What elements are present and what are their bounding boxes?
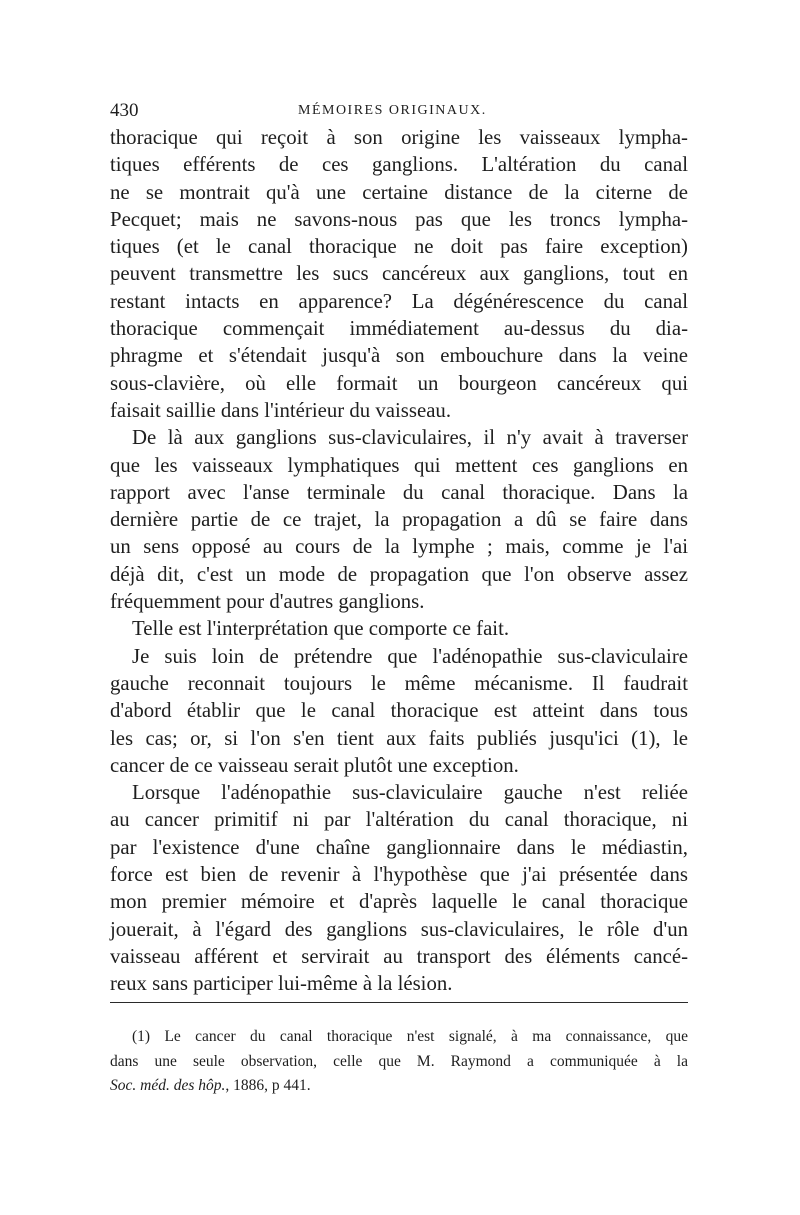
footnote-line: dans une seule observation, celle que M. Raymond a communiquée à la [110, 1052, 688, 1070]
footnote-citation: , 1886, p 441. [225, 1077, 311, 1094]
text-line: fréquemment pour d'autres ganglions. [110, 590, 425, 614]
footnote-journal-name: Soc. méd. des hôp. [110, 1077, 226, 1094]
text-line: dernière partie de ce trajet, la propagation a dû se faire dans [110, 508, 688, 532]
footnote-line: (1) Le cancer du canal thoracique n'est signalé, à ma connaissance, que [132, 1028, 688, 1045]
text-line: Telle est l'interprétation que comporte ce fait. [132, 617, 510, 641]
text-line: thoracique commençait immédiatement au-dessus du dia- [110, 317, 688, 341]
text-line: phragme et s'étendait jusqu'à son embouchure dans la veine [110, 344, 688, 368]
text-line: reux sans participer lui-même à la lésion. [110, 972, 453, 996]
footnote [110, 1025, 688, 1099]
text-line: cancer de ce vaisseau serait plutôt une exception. [110, 753, 519, 777]
text-line: que les vaisseaux lymphatiques qui mettent ces ganglions en [110, 453, 688, 477]
text-line: Lorsque l'adénopathie sus-claviculaire gauche n'est reliée [132, 781, 688, 805]
text-line: sous-clavière, où elle formait un bourgeon cancéreux qui [110, 371, 688, 395]
text-line: gauche reconnait toujours le même mécanisme. Il faudrait [110, 671, 688, 695]
text-line: par l'existence d'une chaîne ganglionnaire dans le médiastin, [110, 835, 688, 859]
text-line: peuvent transmettre les sucs cancéreux aux ganglions, tout en [110, 262, 688, 286]
page-number: 430 [110, 100, 139, 121]
text-line: un sens opposé au cours de la lymphe ; mais, comme je l'ai [110, 535, 688, 559]
text-line: vaisseau afférent et servirait au transport des éléments cancé- [110, 944, 688, 968]
text-line: De là aux ganglions sus-claviculaires, il n'y avait à traverser [132, 426, 688, 450]
text-line: ne se montrait qu'à une certaine distance de la citerne de [110, 180, 688, 204]
running-head [110, 100, 690, 124]
text-line: rapport avec l'anse terminale du canal thoracique. Dans la [110, 480, 688, 504]
text-line: les cas; or, si l'on s'en tient aux faits publiés jusqu'ici (1), le [110, 726, 688, 750]
text-line: au cancer primitif ni par l'altération du canal thoracique, ni [110, 808, 688, 832]
text-line: Je suis loin de prétendre que l'adénopathie sus-claviculaire [132, 644, 688, 668]
text-line: faisait saillie dans l'intérieur du vaisseau. [110, 398, 452, 422]
text-line: thoracique qui reçoit à son origine les vaisseaux lympha- [110, 126, 688, 149]
text-line: jouerait, à l'égard des ganglions sus-claviculaires, le rôle d'un [110, 917, 688, 941]
text-line: d'abord établir que le canal thoracique est atteint dans tous [110, 699, 688, 723]
text-line: force est bien de revenir à l'hypothèse que j'ai présentée dans [110, 863, 688, 887]
text-line: mon premier mémoire et d'après laquelle le canal thoracique [110, 890, 688, 914]
footnote-line [110, 1074, 688, 1099]
footnote-rule [110, 1002, 688, 1003]
text-line: Pecquet; mais ne savons-nous pas que les troncs lympha- [110, 207, 688, 231]
body-text [110, 124, 688, 998]
text-line: tiques efférents de ces ganglions. L'altération du canal [110, 153, 688, 177]
text-line: déjà dit, c'est un mode de propagation que l'on observe assez [110, 562, 688, 586]
header-title: MÉMOIRES ORIGINAUX. [298, 103, 487, 118]
text-line: tiques (et le canal thoracique ne doit pas faire exception) [110, 235, 688, 259]
text-line: restant intacts en apparence? La dégénérescence du canal [110, 289, 688, 313]
